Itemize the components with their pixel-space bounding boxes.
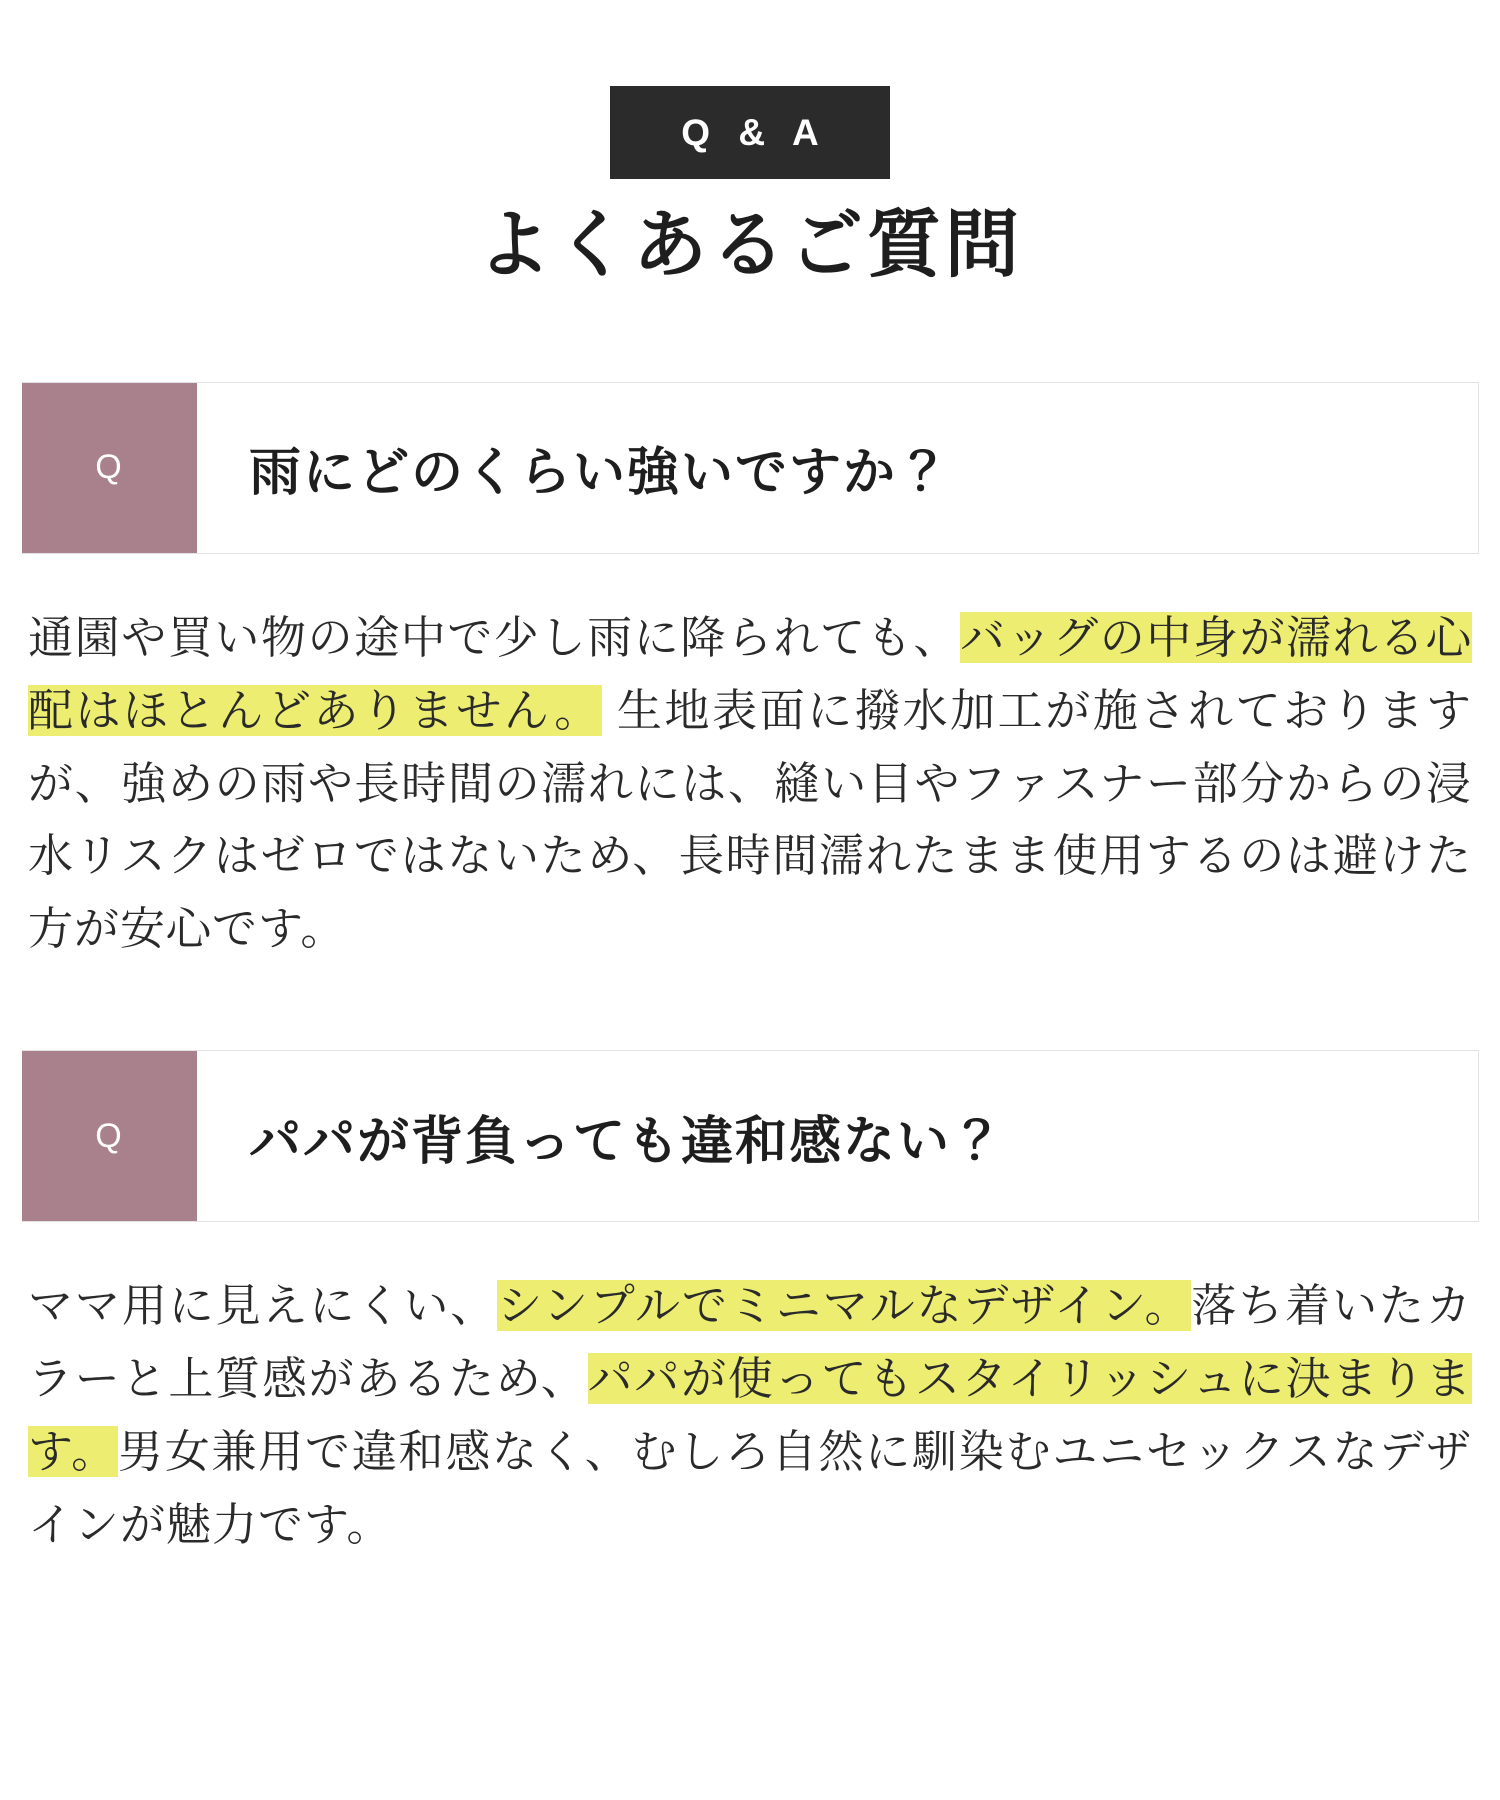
page-title: よくあるご質問 (477, 203, 1023, 286)
answer-text (28, 1270, 1472, 1562)
answer-segment: 落ち着いたカラーと上質感があるため、 (28, 1280, 1472, 1405)
faq-item (0, 1050, 1500, 1562)
highlighted-phrase: バッグの中身が濡れる心配はほとんどありません。 (28, 611, 1472, 736)
question-text: パパが背負っても違和感ない？ (249, 1112, 1006, 1171)
question-marker: Q (22, 383, 197, 553)
faq-item (0, 382, 1500, 966)
question-text: 雨にどのくらい強いですか？ (249, 444, 952, 503)
page-header (0, 0, 1500, 290)
question-marker: Q (22, 1051, 197, 1221)
answer-segment: 生地表面に撥水加工が施されておりますが、強めの雨や長時間の濡れには、縫い目やファスナー部分からの浸水リスクはゼロではないため、長時間濡れたまま使用するのは避けた方が安心です。 (28, 684, 1473, 955)
faq-list (0, 382, 1500, 1562)
qa-badge: Q & A (610, 86, 889, 179)
answer-text (28, 602, 1472, 966)
answer-segment: 男女兼用で違和感なく、むしろ自然に馴染むユニセックスなデザインが魅力です。 (28, 1426, 1472, 1550)
answer-segment: 通園や買い物の途中で少し雨に降られても、 (28, 611, 960, 663)
faq-question-row[interactable] (22, 382, 1479, 554)
highlighted-phrase: パパが使ってもスタイリッシュに決まります。 (28, 1353, 1472, 1478)
faq-question-row[interactable] (22, 1050, 1479, 1222)
highlighted-phrase: シンプルでミニマルなデザイン。 (497, 1280, 1192, 1332)
answer-segment: ママ用に見えにくい、 (28, 1280, 498, 1332)
